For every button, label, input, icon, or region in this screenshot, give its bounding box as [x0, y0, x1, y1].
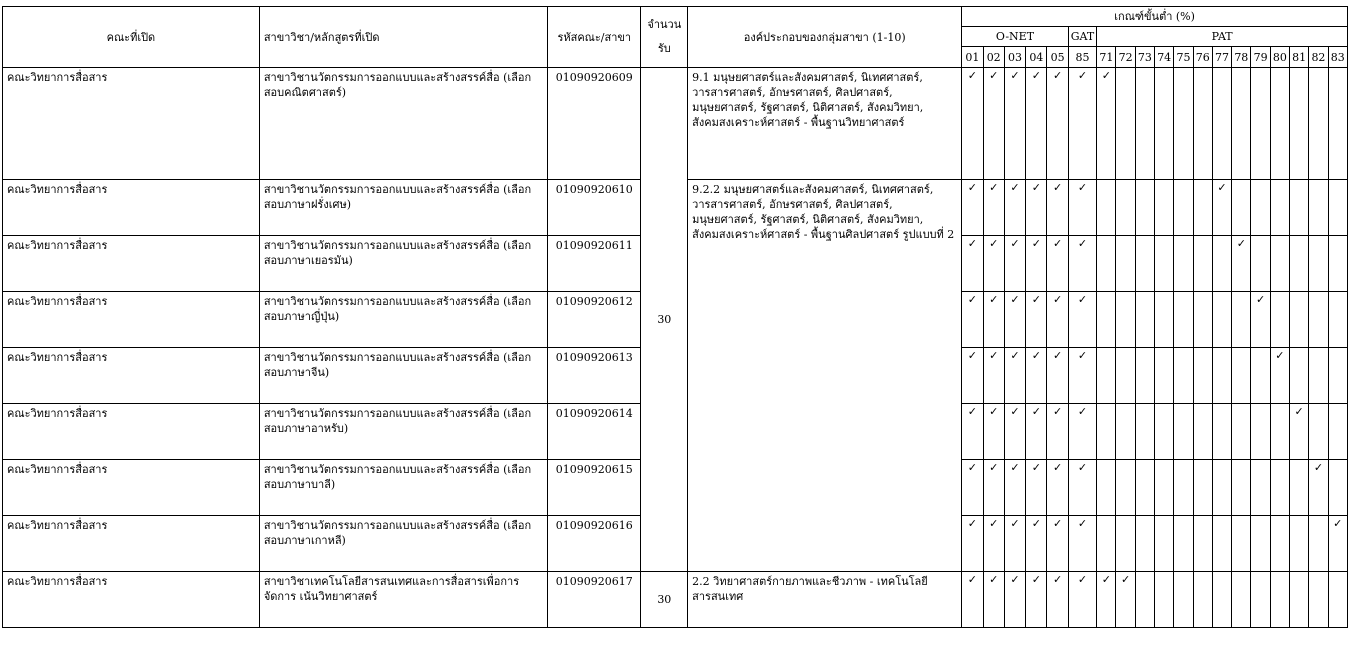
check-cell-85: ✓ [1068, 68, 1096, 180]
check-cell-04: ✓ [1026, 180, 1047, 236]
code-cell: 01090920610 [548, 180, 641, 236]
check-cell-72 [1116, 348, 1135, 404]
check-cell-76 [1193, 236, 1212, 292]
header-col-71: 71 [1097, 47, 1116, 68]
program-cell: สาขาวิชานวัตกรรมการออกแบบและสร้างสรรค์สื่อ (เลือกสอบภาษาฝรั่งเศษ) [259, 180, 547, 236]
check-cell-71 [1097, 236, 1116, 292]
check-cell-78 [1232, 292, 1251, 348]
check-cell-85: ✓ [1068, 180, 1096, 236]
check-cell-77 [1212, 292, 1231, 348]
header-col-77: 77 [1212, 47, 1231, 68]
check-cell-81 [1290, 68, 1309, 180]
check-cell-85: ✓ [1068, 292, 1096, 348]
check-cell-85: ✓ [1068, 236, 1096, 292]
check-cell-82 [1309, 516, 1328, 572]
faculty-cell: คณะวิทยาการสื่อสาร [3, 572, 260, 628]
check-cell-03: ✓ [1004, 460, 1025, 516]
code-cell: 01090920617 [548, 572, 641, 628]
check-cell-05: ✓ [1047, 572, 1068, 628]
header-col-03: 03 [1004, 47, 1025, 68]
header-program: สาขาวิชา/หลักสูตรที่เปิด [259, 7, 547, 68]
check-cell-77 [1212, 460, 1231, 516]
check-cell-82 [1309, 68, 1328, 180]
header-seats: จำนวนรับ [641, 7, 688, 68]
check-cell-72 [1116, 236, 1135, 292]
check-cell-78 [1232, 460, 1251, 516]
check-cell-77 [1212, 236, 1231, 292]
header-col-72: 72 [1116, 47, 1135, 68]
check-cell-74 [1155, 68, 1174, 180]
check-cell-05: ✓ [1047, 292, 1068, 348]
check-cell-81 [1290, 236, 1309, 292]
check-cell-05: ✓ [1047, 348, 1068, 404]
header-col-02: 02 [983, 47, 1004, 68]
check-cell-79 [1251, 572, 1270, 628]
components-cell: 9.2.2 มนุษยศาสตร์และสังคมศาสตร์, นิเทศศาสตร์, วารสารศาสตร์, อักษรศาสตร์, ศิลปศาสตร์, มนุษยศาสตร์, รัฐศาสตร์, นิติศาสตร์, สังคมวิทยา, สังคมสงเคราะห์ศาสตร์ - พื้นฐานศิลปศาสตร์ รูปแบบที่ 2 [688, 180, 962, 572]
check-cell-01: ✓ [962, 180, 983, 236]
check-cell-85: ✓ [1068, 404, 1096, 460]
check-cell-04: ✓ [1026, 348, 1047, 404]
seats-cell: 30 [641, 68, 688, 572]
check-cell-73 [1135, 292, 1154, 348]
check-cell-81 [1290, 180, 1309, 236]
check-cell-79: ✓ [1251, 292, 1270, 348]
check-cell-03: ✓ [1004, 236, 1025, 292]
check-cell-82 [1309, 404, 1328, 460]
check-cell-73 [1135, 348, 1154, 404]
header-col-80: 80 [1270, 47, 1289, 68]
check-cell-83 [1328, 68, 1347, 180]
check-cell-04: ✓ [1026, 292, 1047, 348]
check-cell-79 [1251, 348, 1270, 404]
header-col-85: 85 [1068, 47, 1096, 68]
check-cell-05: ✓ [1047, 460, 1068, 516]
check-cell-82: ✓ [1309, 460, 1328, 516]
header-col-79: 79 [1251, 47, 1270, 68]
check-cell-73 [1135, 516, 1154, 572]
program-cell: สาขาวิชานวัตกรรมการออกแบบและสร้างสรรค์สื่อ (เลือกสอบภาษาบาลี) [259, 460, 547, 516]
check-cell-04: ✓ [1026, 572, 1047, 628]
check-cell-01: ✓ [962, 460, 983, 516]
header-code: รหัสคณะ/สาขา [548, 7, 641, 68]
check-cell-74 [1155, 572, 1174, 628]
header-onet: O-NET [962, 27, 1069, 47]
header-col-75: 75 [1174, 47, 1193, 68]
header-col-81: 81 [1290, 47, 1309, 68]
check-cell-76 [1193, 572, 1212, 628]
faculty-cell: คณะวิทยาการสื่อสาร [3, 180, 260, 236]
check-cell-77 [1212, 348, 1231, 404]
check-cell-73 [1135, 180, 1154, 236]
header-col-83: 83 [1328, 47, 1347, 68]
check-cell-05: ✓ [1047, 404, 1068, 460]
check-cell-72: ✓ [1116, 572, 1135, 628]
header-min-criteria: เกณฑ์ขั้นต่ำ (%) [962, 7, 1348, 27]
check-cell-80 [1270, 460, 1289, 516]
check-cell-77 [1212, 404, 1231, 460]
check-cell-73 [1135, 572, 1154, 628]
check-cell-71 [1097, 404, 1116, 460]
check-cell-73 [1135, 68, 1154, 180]
check-cell-73 [1135, 460, 1154, 516]
program-cell: สาขาวิชานวัตกรรมการออกแบบและสร้างสรรค์สื่อ (เลือกสอบภาษาอาหรับ) [259, 404, 547, 460]
check-cell-75 [1174, 572, 1193, 628]
check-cell-73 [1135, 404, 1154, 460]
check-cell-05: ✓ [1047, 236, 1068, 292]
check-cell-77: ✓ [1212, 180, 1231, 236]
header-col-78: 78 [1232, 47, 1251, 68]
faculty-cell: คณะวิทยาการสื่อสาร [3, 460, 260, 516]
check-cell-79 [1251, 404, 1270, 460]
check-cell-01: ✓ [962, 236, 983, 292]
components-cell: 9.1 มนุษยศาสตร์และสังคมศาสตร์, นิเทศศาสตร์, วารสารศาสตร์, อักษรศาสตร์, ศิลปศาสตร์, มนุษยศาสตร์, รัฐศาสตร์, นิติศาสตร์, สังคมวิทยา, สังคมสงเคราะห์ศาสตร์ - พื้นฐานวิทยาศาสตร์ [688, 68, 962, 180]
check-cell-03: ✓ [1004, 348, 1025, 404]
check-cell-82 [1309, 292, 1328, 348]
check-cell-74 [1155, 404, 1174, 460]
program-cell: สาขาวิชานวัตกรรมการออกแบบและสร้างสรรค์สื่อ (เลือกสอบคณิตศาสตร์) [259, 68, 547, 180]
program-cell: สาขาวิชาเทคโนโลยีสารสนเทศและการสื่อสารเพื่อการจัดการ เน้นวิทยาศาสตร์ [259, 572, 547, 628]
code-cell: 01090920616 [548, 516, 641, 572]
check-cell-76 [1193, 516, 1212, 572]
check-cell-72 [1116, 292, 1135, 348]
check-cell-81: ✓ [1290, 404, 1309, 460]
check-cell-05: ✓ [1047, 180, 1068, 236]
check-cell-81 [1290, 460, 1309, 516]
check-cell-03: ✓ [1004, 404, 1025, 460]
check-cell-79 [1251, 68, 1270, 180]
check-cell-72 [1116, 68, 1135, 180]
check-cell-83: ✓ [1328, 516, 1347, 572]
check-cell-75 [1174, 180, 1193, 236]
header-col-04: 04 [1026, 47, 1047, 68]
header-faculty: คณะที่เปิด [3, 7, 260, 68]
check-cell-80 [1270, 180, 1289, 236]
check-cell-01: ✓ [962, 572, 983, 628]
check-cell-76 [1193, 180, 1212, 236]
check-cell-76 [1193, 292, 1212, 348]
check-cell-75 [1174, 404, 1193, 460]
faculty-cell: คณะวิทยาการสื่อสาร [3, 236, 260, 292]
check-cell-02: ✓ [983, 180, 1004, 236]
check-cell-80: ✓ [1270, 348, 1289, 404]
faculty-cell: คณะวิทยาการสื่อสาร [3, 68, 260, 180]
check-cell-76 [1193, 460, 1212, 516]
check-cell-71 [1097, 460, 1116, 516]
check-cell-02: ✓ [983, 516, 1004, 572]
check-cell-75 [1174, 348, 1193, 404]
check-cell-01: ✓ [962, 404, 983, 460]
check-cell-78 [1232, 572, 1251, 628]
components-cell: 2.2 วิทยาศาสตร์กายภาพและชีวภาพ - เทคโนโลยีสารสนเทศ [688, 572, 962, 628]
check-cell-75 [1174, 460, 1193, 516]
header-col-74: 74 [1155, 47, 1174, 68]
check-cell-85: ✓ [1068, 348, 1096, 404]
check-cell-80 [1270, 516, 1289, 572]
check-cell-83 [1328, 572, 1347, 628]
check-cell-82 [1309, 572, 1328, 628]
check-cell-78 [1232, 516, 1251, 572]
check-cell-83 [1328, 236, 1347, 292]
check-cell-02: ✓ [983, 460, 1004, 516]
check-cell-78 [1232, 348, 1251, 404]
check-cell-83 [1328, 460, 1347, 516]
code-cell: 01090920613 [548, 348, 641, 404]
check-cell-04: ✓ [1026, 68, 1047, 180]
check-cell-76 [1193, 68, 1212, 180]
check-cell-82 [1309, 348, 1328, 404]
program-cell: สาขาวิชานวัตกรรมการออกแบบและสร้างสรรค์สื่อ (เลือกสอบภาษาเยอรมัน) [259, 236, 547, 292]
check-cell-04: ✓ [1026, 404, 1047, 460]
check-cell-82 [1309, 180, 1328, 236]
check-cell-71 [1097, 348, 1116, 404]
header-pat: PAT [1097, 27, 1348, 47]
header-col-76: 76 [1193, 47, 1212, 68]
admission-criteria-table [2, 6, 1348, 628]
header-col-05: 05 [1047, 47, 1068, 68]
check-cell-04: ✓ [1026, 516, 1047, 572]
check-cell-75 [1174, 292, 1193, 348]
check-cell-05: ✓ [1047, 68, 1068, 180]
seats-cell: 30 [641, 572, 688, 628]
check-cell-74 [1155, 516, 1174, 572]
check-cell-72 [1116, 404, 1135, 460]
check-cell-73 [1135, 236, 1154, 292]
check-cell-80 [1270, 236, 1289, 292]
check-cell-83 [1328, 348, 1347, 404]
check-cell-79 [1251, 180, 1270, 236]
check-cell-83 [1328, 180, 1347, 236]
check-cell-82 [1309, 236, 1328, 292]
code-cell: 01090920612 [548, 292, 641, 348]
check-cell-77 [1212, 572, 1231, 628]
check-cell-02: ✓ [983, 292, 1004, 348]
check-cell-04: ✓ [1026, 460, 1047, 516]
check-cell-71: ✓ [1097, 68, 1116, 180]
check-cell-81 [1290, 292, 1309, 348]
program-cell: สาขาวิชานวัตกรรมการออกแบบและสร้างสรรค์สื่อ (เลือกสอบภาษาเกาหลี) [259, 516, 547, 572]
check-cell-03: ✓ [1004, 516, 1025, 572]
check-cell-75 [1174, 516, 1193, 572]
check-cell-74 [1155, 292, 1174, 348]
check-cell-85: ✓ [1068, 516, 1096, 572]
check-cell-03: ✓ [1004, 180, 1025, 236]
check-cell-85: ✓ [1068, 460, 1096, 516]
check-cell-78 [1232, 68, 1251, 180]
check-cell-81 [1290, 348, 1309, 404]
check-cell-74 [1155, 348, 1174, 404]
faculty-cell: คณะวิทยาการสื่อสาร [3, 348, 260, 404]
check-cell-75 [1174, 68, 1193, 180]
check-cell-78 [1232, 404, 1251, 460]
code-cell: 01090920614 [548, 404, 641, 460]
faculty-cell: คณะวิทยาการสื่อสาร [3, 404, 260, 460]
check-cell-79 [1251, 516, 1270, 572]
check-cell-85: ✓ [1068, 572, 1096, 628]
check-cell-72 [1116, 180, 1135, 236]
check-cell-74 [1155, 180, 1174, 236]
faculty-cell: คณะวิทยาการสื่อสาร [3, 516, 260, 572]
check-cell-01: ✓ [962, 292, 983, 348]
table-row [3, 68, 1348, 180]
check-cell-03: ✓ [1004, 292, 1025, 348]
check-cell-80 [1270, 68, 1289, 180]
check-cell-02: ✓ [983, 404, 1004, 460]
check-cell-72 [1116, 516, 1135, 572]
check-cell-78 [1232, 180, 1251, 236]
code-cell: 01090920615 [548, 460, 641, 516]
code-cell: 01090920611 [548, 236, 641, 292]
check-cell-72 [1116, 460, 1135, 516]
header-col-01: 01 [962, 47, 983, 68]
table-row [3, 572, 1348, 628]
header-col-73: 73 [1135, 47, 1154, 68]
check-cell-83 [1328, 292, 1347, 348]
check-cell-03: ✓ [1004, 68, 1025, 180]
check-cell-01: ✓ [962, 516, 983, 572]
check-cell-81 [1290, 516, 1309, 572]
check-cell-71 [1097, 292, 1116, 348]
check-cell-04: ✓ [1026, 236, 1047, 292]
check-cell-77 [1212, 516, 1231, 572]
check-cell-71 [1097, 516, 1116, 572]
check-cell-01: ✓ [962, 348, 983, 404]
check-cell-71 [1097, 180, 1116, 236]
check-cell-83 [1328, 404, 1347, 460]
check-cell-02: ✓ [983, 572, 1004, 628]
check-cell-74 [1155, 236, 1174, 292]
check-cell-77 [1212, 68, 1231, 180]
code-cell: 01090920609 [548, 68, 641, 180]
check-cell-80 [1270, 404, 1289, 460]
check-cell-02: ✓ [983, 236, 1004, 292]
faculty-cell: คณะวิทยาการสื่อสาร [3, 292, 260, 348]
check-cell-71: ✓ [1097, 572, 1116, 628]
check-cell-81 [1290, 572, 1309, 628]
check-cell-05: ✓ [1047, 516, 1068, 572]
check-cell-80 [1270, 292, 1289, 348]
check-cell-75 [1174, 236, 1193, 292]
header-components: องค์ประกอบของกลุ่มสาขา (1-10) [688, 7, 962, 68]
check-cell-74 [1155, 460, 1174, 516]
check-cell-76 [1193, 348, 1212, 404]
check-cell-03: ✓ [1004, 572, 1025, 628]
program-cell: สาขาวิชานวัตกรรมการออกแบบและสร้างสรรค์สื่อ (เลือกสอบภาษาญี่ปุ่น) [259, 292, 547, 348]
check-cell-01: ✓ [962, 68, 983, 180]
check-cell-80 [1270, 572, 1289, 628]
check-cell-79 [1251, 236, 1270, 292]
check-cell-79 [1251, 460, 1270, 516]
header-gat: GAT [1068, 27, 1096, 47]
check-cell-02: ✓ [983, 348, 1004, 404]
check-cell-78: ✓ [1232, 236, 1251, 292]
header-col-82: 82 [1309, 47, 1328, 68]
check-cell-02: ✓ [983, 68, 1004, 180]
program-cell: สาขาวิชานวัตกรรมการออกแบบและสร้างสรรค์สื่อ (เลือกสอบภาษาจีน) [259, 348, 547, 404]
check-cell-76 [1193, 404, 1212, 460]
